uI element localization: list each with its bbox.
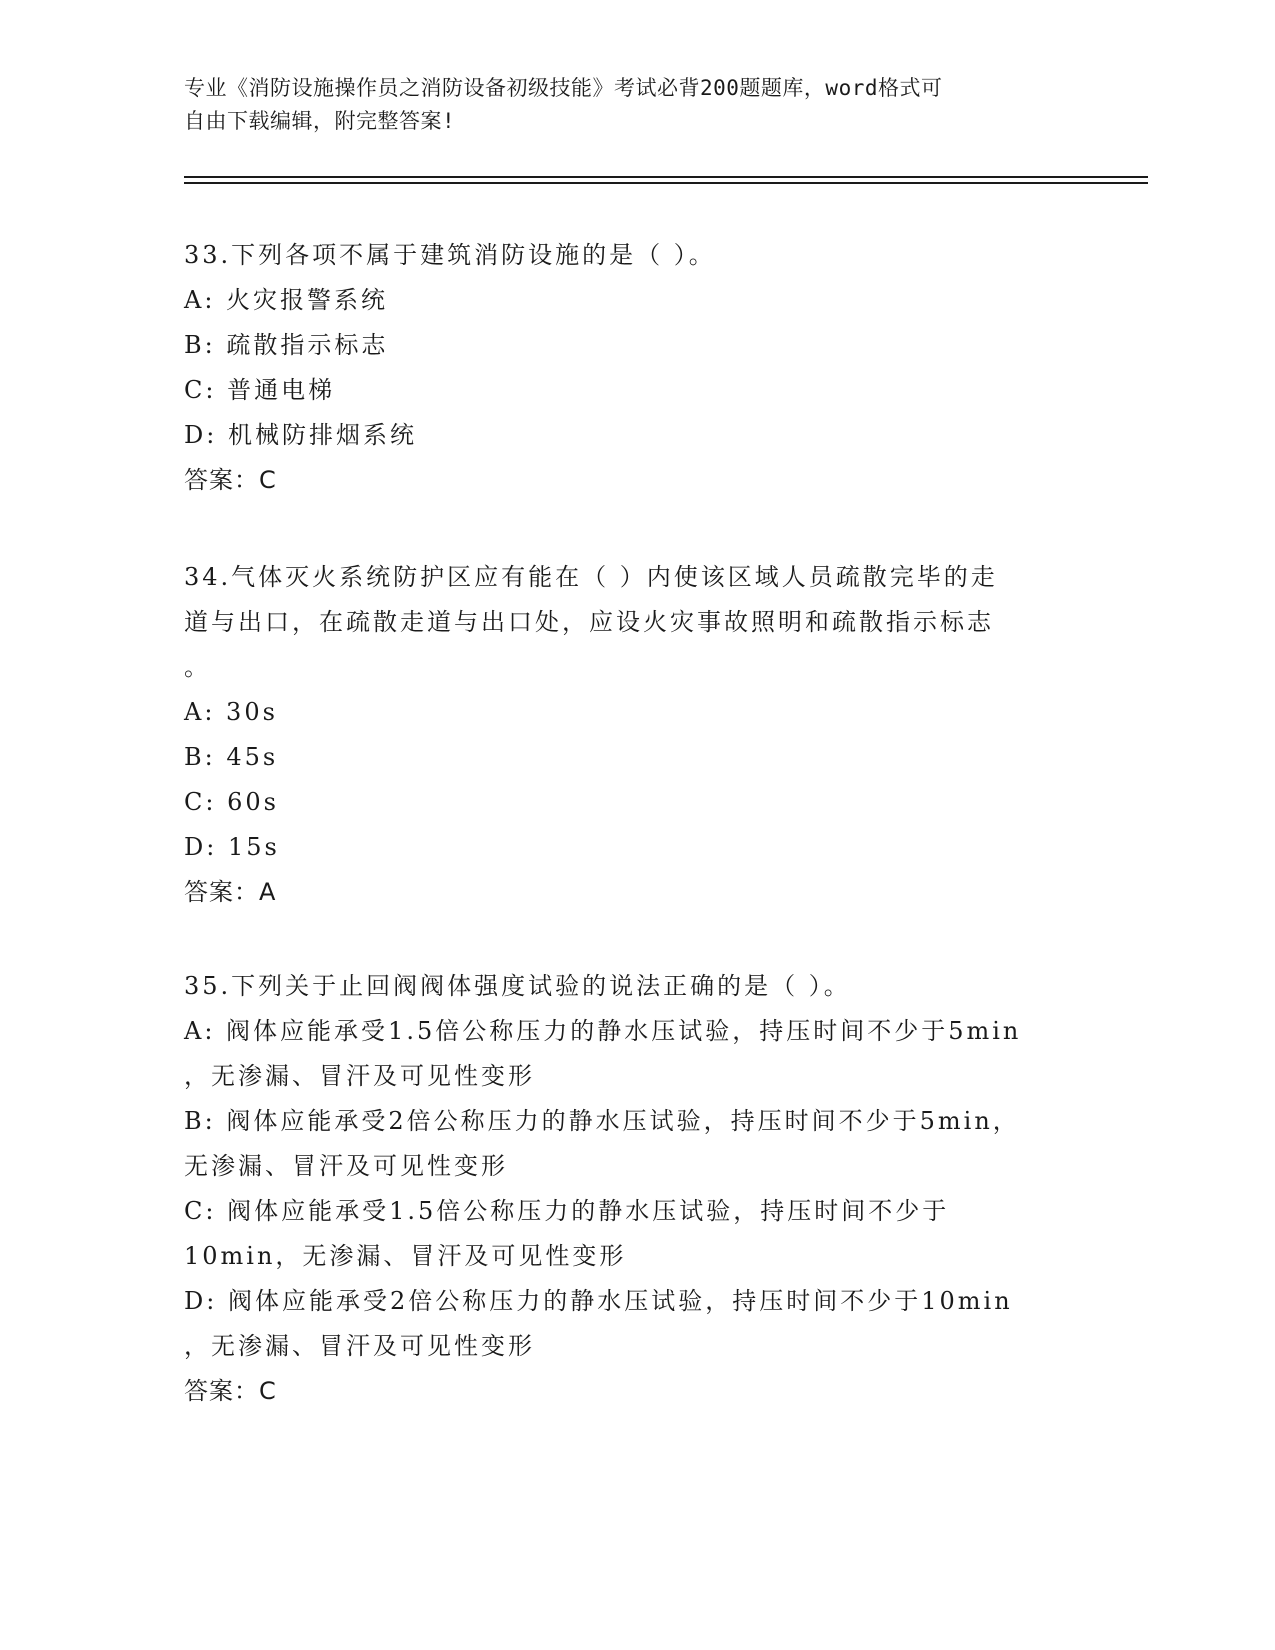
- answer-label: 答案：C: [184, 466, 277, 494]
- option-a-line-1: A: 阀体应能承受1.5倍公称压力的静水压试验，持压时间不少于5min: [184, 1017, 1022, 1045]
- question-stem-line-2: 道与出口，在疏散走道与出口处，应设火灾事故照明和疏散指示标志: [184, 608, 994, 636]
- header-line-2: 自由下载编辑，附完整答案!: [184, 109, 456, 133]
- answer-label: 答案：A: [184, 878, 277, 906]
- document-header: [184, 72, 1064, 138]
- option-c: C: 60s: [184, 788, 279, 816]
- option-a: A: 火灾报警系统: [184, 286, 389, 314]
- option-b: B: 45s: [184, 743, 279, 771]
- header-line-1: 专业《消防设施操作员之消防设备初级技能》考试必背200题题库，word格式可: [184, 76, 943, 100]
- option-d: D: 机械防排烟系统: [184, 421, 417, 449]
- question-35: [184, 964, 1084, 1414]
- option-d-line-1: D: 阀体应能承受2倍公称压力的静水压试验，持压时间不少于10min: [184, 1287, 1013, 1315]
- option-c-line-1: C: 阀体应能承受1.5倍公称压力的静水压试验，持压时间不少于: [184, 1197, 950, 1225]
- option-c-line-2: 10min，无渗漏、冒汗及可见性变形: [184, 1242, 627, 1270]
- question-stem: 35.下列关于止回阀阀体强度试验的说法正确的是（ ）。: [184, 972, 851, 1000]
- option-c: C: 普通电梯: [184, 376, 336, 404]
- option-b-line-2: 无渗漏、冒汗及可见性变形: [184, 1152, 508, 1180]
- question-33: [184, 233, 1084, 503]
- question-stem-line-3: 。: [184, 653, 211, 681]
- header-divider-bottom: [184, 182, 1148, 184]
- option-b: B: 疏散指示标志: [184, 331, 389, 359]
- question-stem-line-1: 34.气体灭火系统防护区应有能在（ ）内使该区域人员疏散完毕的走: [184, 563, 998, 591]
- question-34: [184, 555, 1084, 915]
- option-b-line-1: B: 阀体应能承受2倍公称压力的静水压试验，持压时间不少于5min，: [184, 1107, 1020, 1135]
- option-a-line-2: ，无渗漏、冒汗及可见性变形: [184, 1062, 535, 1090]
- answer-label: 答案：C: [184, 1377, 277, 1405]
- question-stem: 33.下列各项不属于建筑消防设施的是（ ）。: [184, 241, 716, 269]
- header-divider-top: [184, 176, 1148, 178]
- option-d: D: 15s: [184, 833, 280, 861]
- option-d-line-2: ，无渗漏、冒汗及可见性变形: [184, 1332, 535, 1360]
- option-a: A: 30s: [184, 698, 278, 726]
